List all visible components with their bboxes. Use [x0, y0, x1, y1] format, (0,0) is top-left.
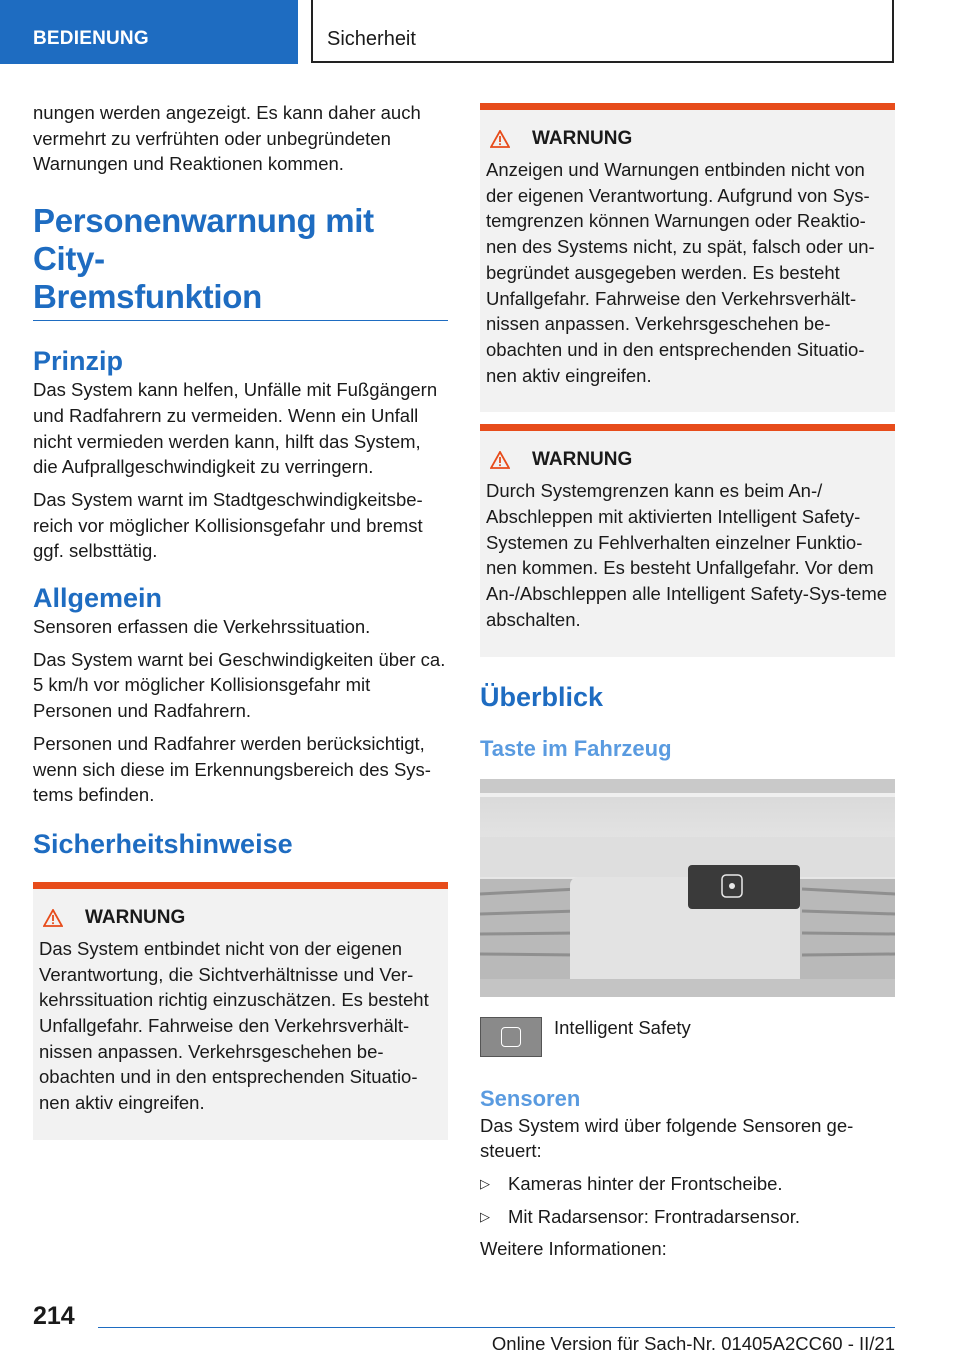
allgemein-paragraph-2: Das System warnt bei Geschwindigkeiten über ca. 5 km/h vor möglicher Kollisionsgefahr mit Personen und Radfahrern.	[33, 648, 446, 722]
warning-title: WARNUNG	[532, 449, 633, 471]
warning-triangle-icon	[43, 909, 63, 927]
left-column	[33, 100, 448, 1140]
warning-box-3	[480, 424, 895, 656]
taste-heading: Taste im Fahrzeug	[480, 735, 672, 761]
page-title	[33, 202, 448, 316]
key-label: Intelligent Safety	[554, 1016, 691, 1038]
prinzip-paragraph-2: Das System warnt im Stadtgeschwindigkeitsbe-reich vor möglicher Kollisionsgefahr und bremst ggf. selbsttätig.	[33, 488, 423, 562]
bullet-marker-icon: ▷	[480, 1208, 490, 1224]
intelligent-safety-button-icon	[480, 1017, 542, 1057]
allgemein-heading: Allgemein	[33, 583, 163, 614]
list-item	[480, 1204, 895, 1230]
header-chapter-label: Sicherheit	[327, 28, 416, 50]
footer-online-version: Online Version für Sach-Nr. 01405A2CC60 - II/21	[491, 1333, 895, 1354]
right-column	[480, 103, 895, 1262]
prinzip-paragraph-1: Das System kann helfen, Unfälle mit Fußgängern und Radfahrern zu vermeiden. Wenn ein Unfall nicht vermieden werden kann, hilft das System, die Aufprallgeschwindigkeit zu verringern.	[33, 379, 438, 478]
allgemein-paragraph-1: Sensoren erfassen die Verkehrssituation.	[33, 616, 371, 638]
warning-text: Anzeigen und Warnungen entbinden nicht von der eigenen Verantwortung. Aufgrund von Sys-temgrenzen können Warnungen oder Reaktio-nen des Systems nicht, zu spät, falsch oder un-begründet ausgegeben werden. Es besteht Unfallgefahr. Fahrweise den Verkehrsverhält-nissen anpassen. Verkehrsgeschehen be-obachten und in den entsprechenden Situatio-nen aktiv eingreifen.	[486, 159, 875, 386]
sensoren-paragraph: Das System wird über folgende Sensoren ge-steuert:	[480, 1114, 854, 1162]
warning-title: WARNUNG	[532, 128, 633, 149]
footer-divider	[98, 1327, 895, 1328]
title-divider	[33, 320, 448, 321]
list-item	[480, 1171, 895, 1197]
warning-triangle-icon	[490, 130, 510, 148]
warning-triangle-icon	[490, 451, 510, 469]
sensoren-heading: Sensoren	[480, 1085, 581, 1111]
page-title-line2: Bremsfunktion	[33, 278, 262, 316]
list-item-text: Kameras hinter der Frontscheibe.	[508, 1172, 783, 1194]
sicherheitshinweise-heading: Sicherheitshinweise	[33, 828, 293, 859]
bullet-marker-icon: ▷	[480, 1175, 490, 1191]
warning-title-row	[486, 448, 889, 472]
header-section-label: BEDIENUNG	[33, 28, 149, 49]
intro-text: nungen werden angezeigt. Es kann daher auch vermehrt zu verfrühten oder unbegründeten Warnungen und Reaktionen kommen.	[33, 102, 421, 175]
key-legend-row	[480, 1017, 895, 1057]
warning-title-row	[39, 906, 442, 930]
allgemein-paragraph-3: Personen und Radfahrer werden berücksichtigt, wenn sich diese im Erkennungsbereich des Sys-tems befinden.	[33, 732, 431, 806]
warning-title-row	[486, 127, 889, 151]
warning-title: WARNUNG	[85, 906, 186, 928]
page-title-line1: Personenwarnung mit City-	[33, 202, 374, 278]
prinzip-heading: Prinzip	[33, 346, 124, 377]
warning-box-2	[480, 103, 895, 412]
vehicle-button-photo	[480, 779, 895, 997]
weitere-informationen: Weitere Informationen:	[480, 1238, 667, 1260]
ueberblick-heading: Überblick	[480, 681, 604, 712]
warning-box-1	[33, 882, 448, 1140]
warning-text: Das System entbindet nicht von der eigenen Verantwortung, die Sichtverhältnisse und Ver-kehrssituation richtig einzuschätzen. Es besteht Unfallgefahr. Fahrweise den Verkehrsverhält-nissen anpassen. Verkehrsgeschehen be-obachten und in den entsprechenden Situatio-nen aktiv eingreifen.	[39, 937, 429, 1114]
header-section-tab	[0, 0, 298, 64]
header-chapter-box	[311, 0, 894, 63]
page-number: 214	[33, 1302, 75, 1330]
list-item-text: Mit Radarsensor: Frontradarsensor.	[508, 1205, 801, 1227]
warning-text: Durch Systemgrenzen kann es beim An-/ Abschleppen mit aktivierten Intelligent Safety-Systemen zu Fehlverhalten einzelner Funktio-nen kommen. Es besteht Unfallgefahr. Vor dem An-/Abschleppen alle Intelligent Safety-Sys-teme abschalten.	[486, 480, 888, 630]
